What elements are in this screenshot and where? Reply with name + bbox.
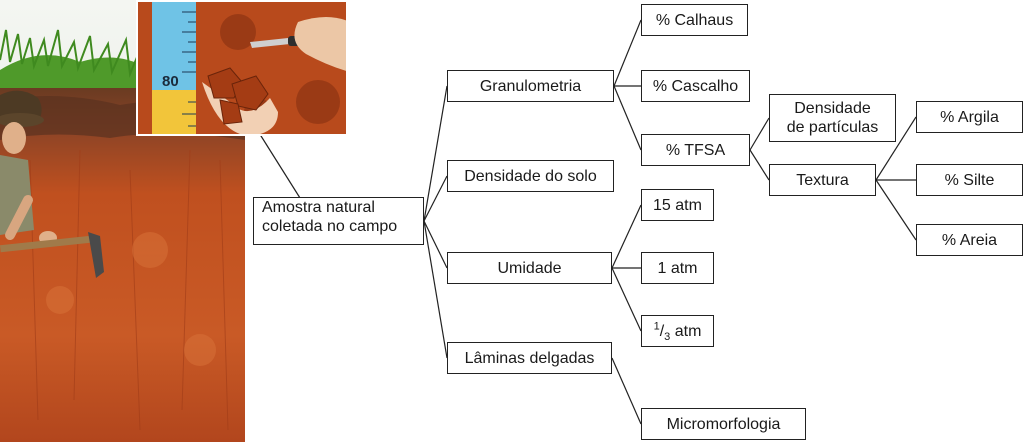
connector-photo-root (256, 128, 300, 198)
node-tfsa: % TFSA (641, 134, 750, 166)
connector-laminas-micro (612, 358, 641, 424)
connector-textura-areia (876, 180, 916, 240)
fraction-unit: atm (670, 322, 702, 340)
connector-granulo-tfsa (614, 86, 641, 150)
node-areia: % Areia (916, 224, 1023, 256)
node-one-third-atm-text: $^1/_3$ atm (653, 320, 702, 343)
node-one-third-atm (641, 315, 714, 347)
connector-tfsa-textura (750, 150, 769, 180)
node-15-atm: 15 atm (641, 189, 714, 221)
node-umidade: Umidade (447, 252, 612, 284)
node-amostra-line1: Amostra natural (262, 199, 375, 216)
connector-umidade-third (612, 268, 641, 331)
node-amostra-natural (253, 197, 424, 245)
connector-tfsa-densidade-particulas (750, 118, 769, 150)
node-laminas-delgadas: Lâminas delgadas (447, 342, 612, 374)
node-amostra-line2: coletada no campo (262, 218, 398, 235)
node-argila: % Argila (916, 101, 1023, 133)
fraction-numerator: 1 (653, 320, 660, 333)
node-densidade-do-solo: Densidade do solo (447, 160, 614, 192)
node-1-atm: 1 atm (641, 252, 714, 284)
connector-root-granulometria (424, 86, 447, 221)
node-calhaus: % Calhaus (641, 4, 748, 36)
node-densidade-particulas-line1: Densidade (794, 100, 871, 117)
node-granulometria: Granulometria (447, 70, 614, 102)
ruler-mark-label: 80 (162, 73, 179, 90)
hand-holding-soil-photo (136, 0, 348, 136)
node-cascalho: % Cascalho (641, 70, 750, 102)
node-textura: Textura (769, 164, 876, 196)
node-silte: % Silte (916, 164, 1023, 196)
fraction-denominator: 3 (664, 330, 671, 343)
node-densidade-particulas-line2: de partículas (786, 119, 879, 136)
connector-root-laminas (424, 221, 447, 358)
connector-granulo-calhaus (614, 20, 641, 86)
node-densidade-particulas (769, 94, 896, 142)
node-micromorfologia: Micromorfologia (641, 408, 806, 440)
connector-umidade-15atm (612, 205, 641, 268)
